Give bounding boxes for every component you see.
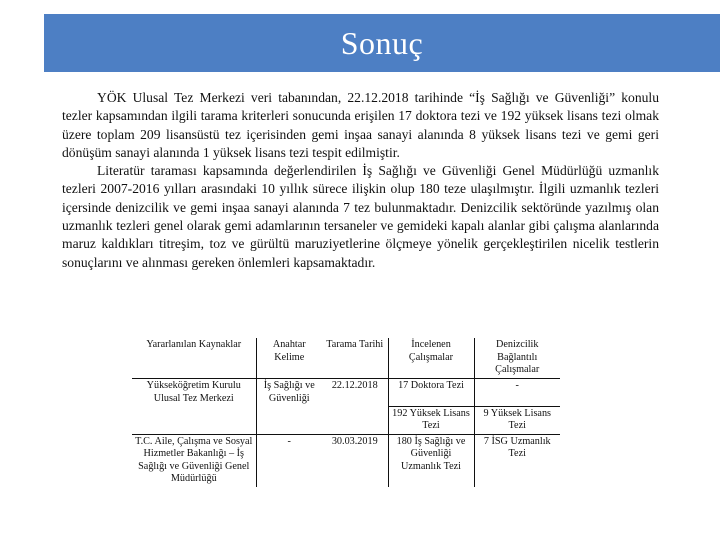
table-cell bbox=[132, 406, 256, 434]
table-cell: 17 Doktora Tezi bbox=[388, 379, 474, 407]
header-maritime: Denizcilik Bağlantılı Çalışmalar bbox=[474, 338, 560, 379]
table-cell: 192 Yüksek Lisans Tezi bbox=[388, 406, 474, 434]
header-sources: Yararlanılan Kaynaklar bbox=[132, 338, 256, 379]
table-cell: 22.12.2018 bbox=[322, 379, 388, 407]
table-header-row bbox=[132, 338, 560, 379]
table-cell: 9 Yüksek Lisans Tezi bbox=[474, 406, 560, 434]
table-cell: İş Sağlığı ve Güvenliği bbox=[256, 379, 322, 407]
table-cell: 180 İş Sağlığı ve Güvenliği Uzmanlık Tezi bbox=[388, 434, 474, 487]
table-cell bbox=[256, 406, 322, 434]
table-cell: T.C. Aile, Çalışma ve Sosyal Hizmetler Bakanlığı – İş Sağlığı ve Güvenliği Genel Müdürlüğü bbox=[132, 434, 256, 487]
body-text bbox=[62, 89, 659, 272]
title-bar bbox=[44, 14, 720, 72]
table-cell: - bbox=[256, 434, 322, 487]
header-keyword: Anahtar Kelime bbox=[272, 339, 306, 363]
paragraph-1: YÖK Ulusal Tez Merkezi veri tabanından, 22.12.2018 tarihinde “İş Sağlığı ve Güvenliği” konulu tezler kapsamından ilgili tarama kriterleri sonucunda erişilen 17 doktora tezi ve 192 yüksek lisans tezi olmak üzere toplam 209 lisansüstü tez içerisinden gemi inşaa sanayi alanında 8 yüksek lisans tezi ve gemi geri dönüşüm sanayi alanında 1 yüksek lisans tezi tespit edilmiştir. bbox=[62, 90, 659, 160]
page-title: Sonuç bbox=[340, 24, 424, 61]
table-cell: 7 İSG Uzmanlık Tezi bbox=[474, 434, 560, 487]
header-studies: İncelenen Çalışmalar bbox=[388, 338, 474, 379]
table-cell: - bbox=[474, 379, 560, 407]
results-table bbox=[132, 338, 560, 487]
table-row bbox=[132, 379, 560, 407]
table-cell: 30.03.2019 bbox=[322, 434, 388, 487]
table-row bbox=[132, 434, 560, 487]
paragraph-2: Literatür taraması kapsamında değerlendirilen İş Sağlığı ve Güvenliği Genel Müdürlüğü uzmanlık tezleri 2007-2016 yılları arasındaki 10 yıllık sürece ilişkin olup 180 teze ulaşılmıştır. İlgili uzmanlık tezleri içersinde denizcilik ve gemi inşaa sanayi alanında 7 tez bulunmaktadır. Denizcilik sektöründe yazılmış olan uzmanlık tezleri genel olarak gemi adamlarının tersaneler ve gemideki kapalı alanlar gibi çalışma alanlarında maruz kaldıkları titreşim, toz ve gürültü maruziyetlerine ölçmeye yönelik gerçekleştirilen nicelik testlerin sonuçlarını ve alınması gereken önlemleri kapsamaktadır. bbox=[62, 163, 659, 270]
table-cell bbox=[322, 406, 388, 434]
header-date: Tarama Tarihi bbox=[326, 339, 384, 350]
table-row bbox=[132, 406, 560, 434]
table-cell: Yükseköğretim Kurulu Ulusal Tez Merkezi bbox=[132, 379, 256, 407]
